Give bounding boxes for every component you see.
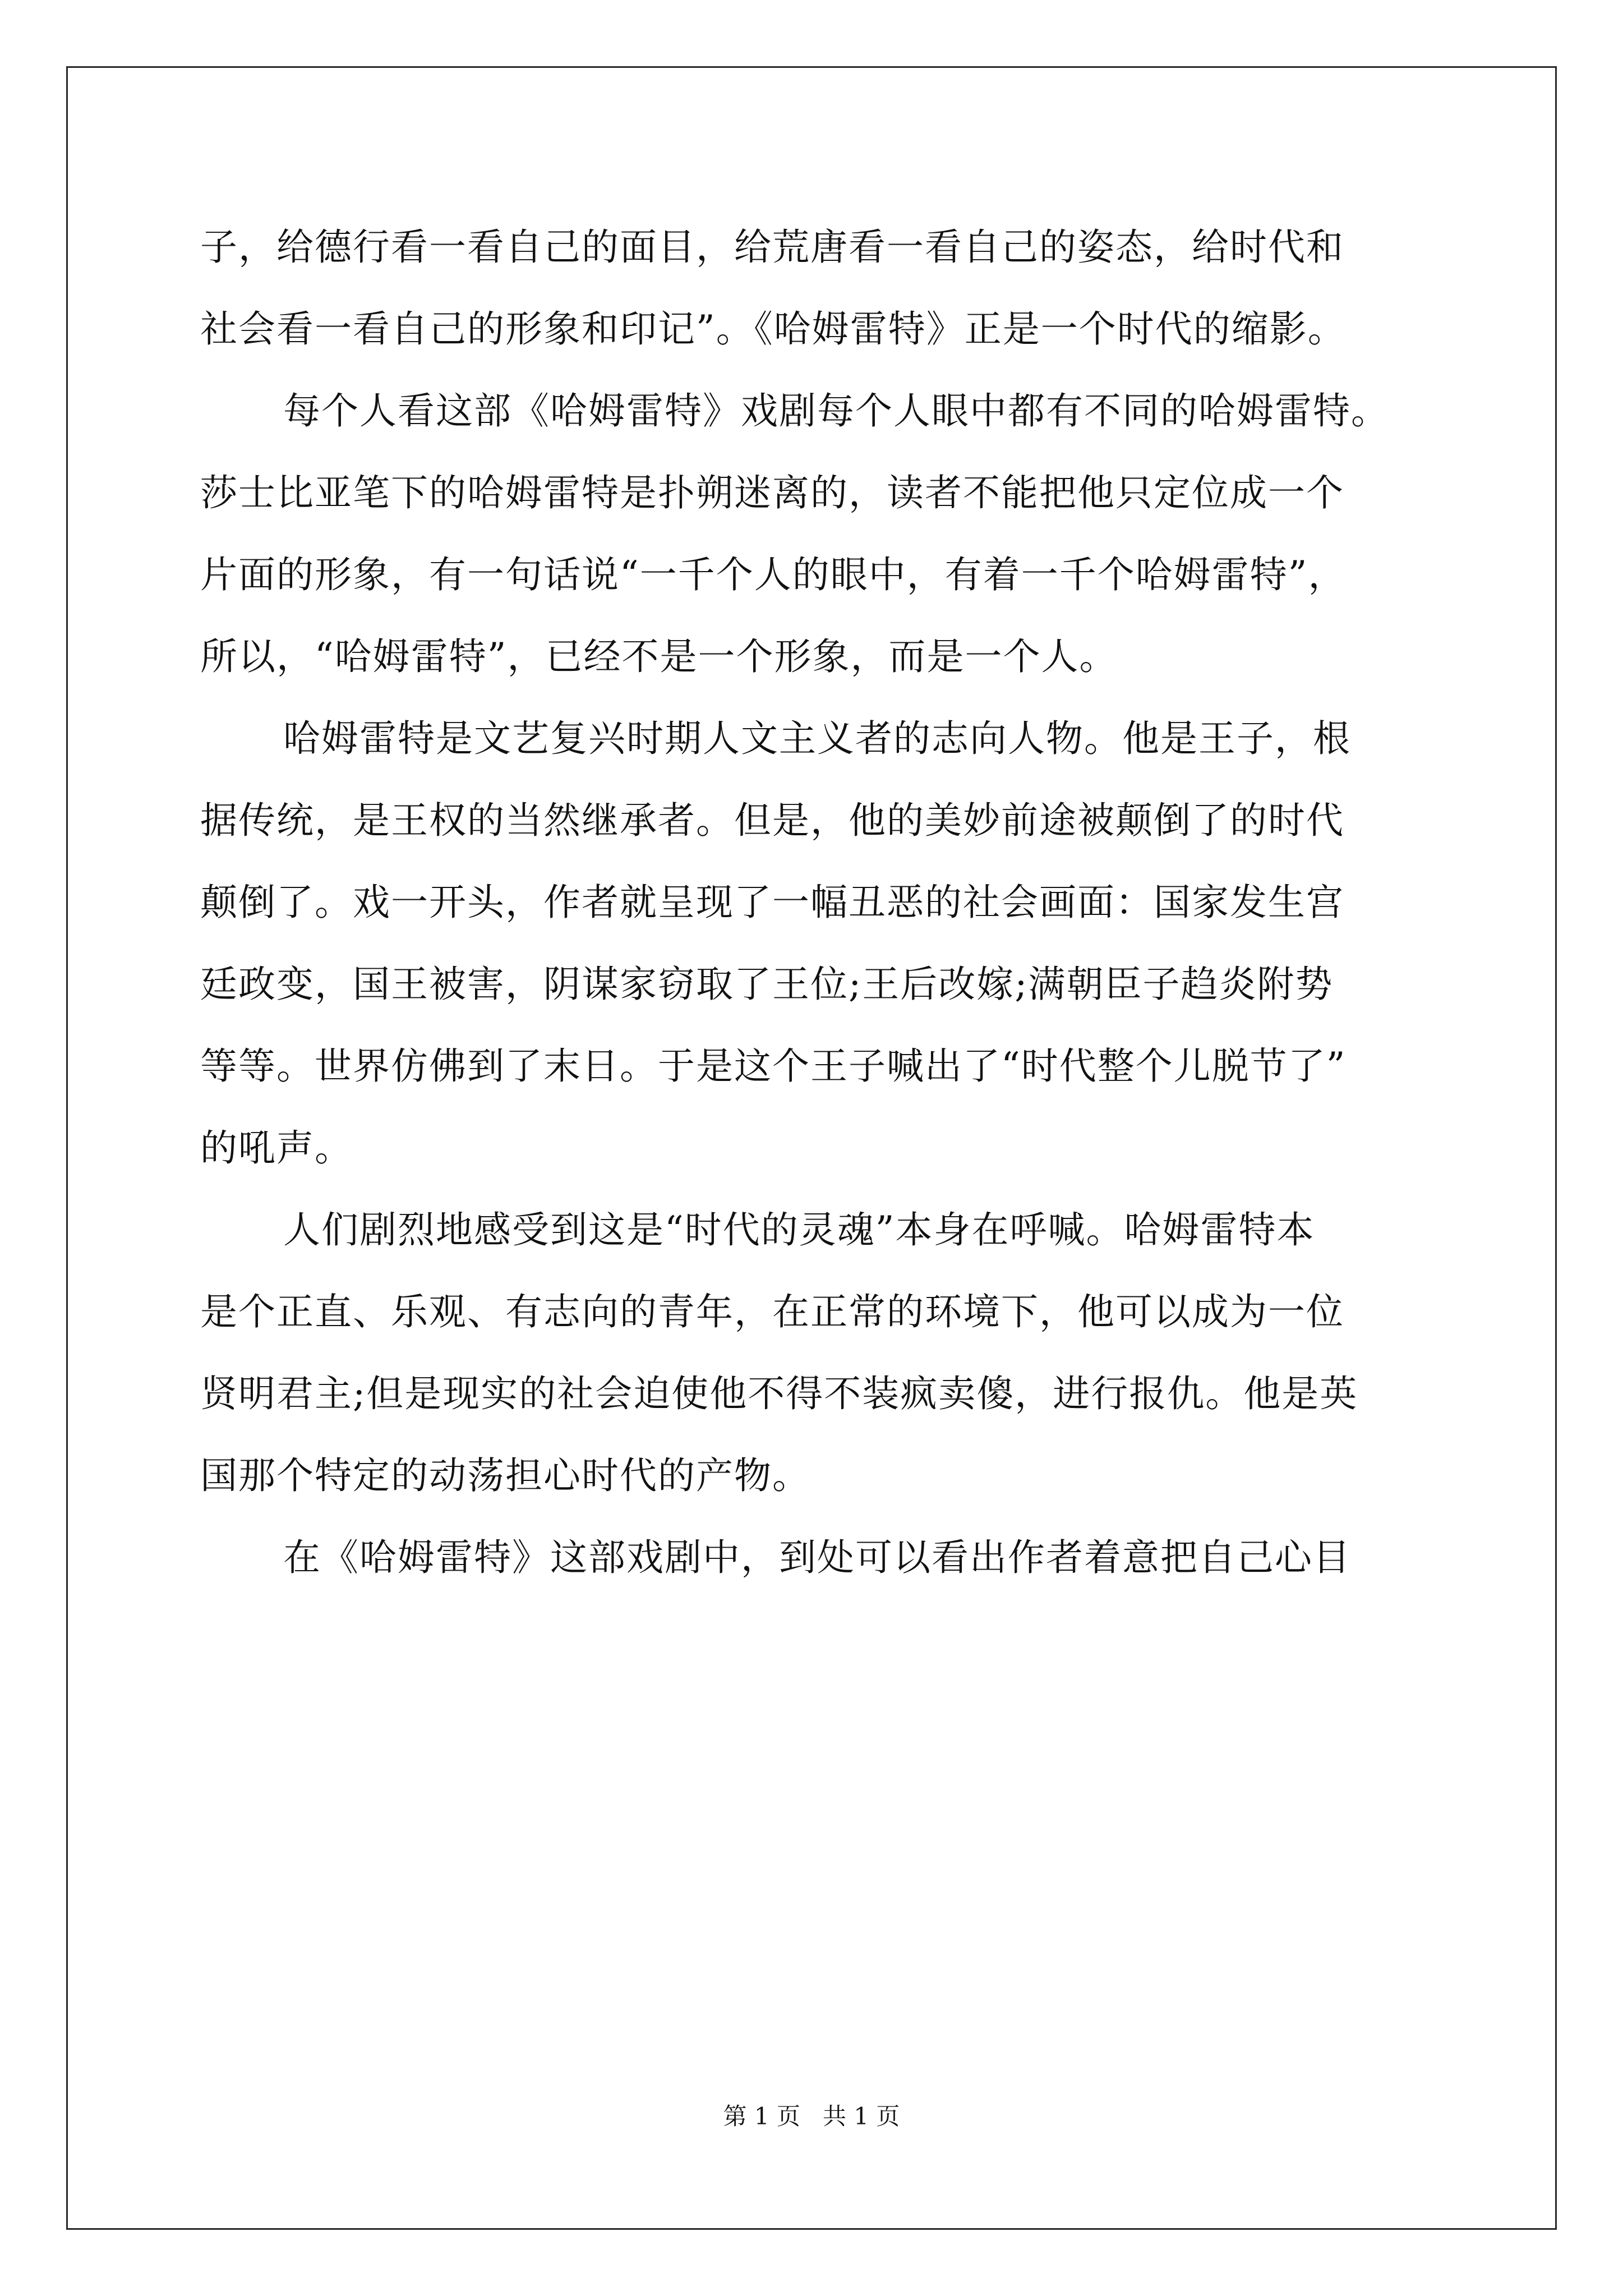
page-number: 第 1 页 — [723, 2102, 800, 2130]
text-line: 所以，“哈姆雷特”，已经不是一个形象，而是一个人。 — [200, 635, 1118, 678]
text-line: 莎士比亚笔下的哈姆雷特是扑朔迷离的，读者不能把他只定位成一个 — [200, 471, 1344, 514]
text-line: 是个正直、乐观、有志向的青年，在正常的环境下，他可以成为一位 — [200, 1290, 1344, 1333]
text-line: 社会看一看自己的形象和印记”。《哈姆雷特》正是一个时代的缩影。 — [200, 307, 1346, 351]
text-line: 子，给德行看一看自己的面目，给荒唐看一看自己的姿态，给时代和 — [200, 226, 1344, 269]
page-footer — [0, 2101, 1623, 2132]
page-total: 共 1 页 — [823, 2102, 900, 2130]
text-line: 国那个特定的动荡担心时代的产物。 — [200, 1454, 810, 1497]
paragraph-start-line: 人们剧烈地感受到这是“时代的灵魂”本身在呼喊。哈姆雷特本 — [283, 1208, 1315, 1251]
text-line: 据传统，是王权的当然继承者。但是，他的美妙前途被颠倒了的时代 — [200, 799, 1344, 842]
text-line: 颠倒了。戏一开头，作者就呈现了一幅丑恶的社会画面：国家发生宫 — [200, 881, 1344, 924]
text-line: 贤明君主;但是现实的社会迫使他不得不装疯卖傻，进行报仇。他是英 — [200, 1372, 1358, 1415]
paragraph-start-line: 在《哈姆雷特》这部戏剧中，到处可以看出作者着意把自己心目 — [283, 1536, 1351, 1579]
text-line: 的吼声。 — [200, 1126, 353, 1170]
paragraph-start-line: 哈姆雷特是文艺复兴时期人文主义者的志向人物。他是王子，根 — [283, 717, 1351, 760]
text-line: 廷政变，国王被害，阴谋家窃取了王位;王后改嫁;满朝臣子趋炎附势 — [200, 963, 1334, 1006]
paragraph-start-line: 每个人看这部《哈姆雷特》戏剧每个人眼中都有不同的哈姆雷特。 — [283, 389, 1389, 432]
text-line: 片面的形象，有一句话说“一千个人的眼中，有着一千个哈姆雷特”， — [200, 553, 1347, 596]
document-body — [200, 206, 1428, 1599]
text-line: 等等。世界仿佛到了末日。于是这个王子喊出了“时代整个儿脱节了” — [200, 1045, 1347, 1088]
